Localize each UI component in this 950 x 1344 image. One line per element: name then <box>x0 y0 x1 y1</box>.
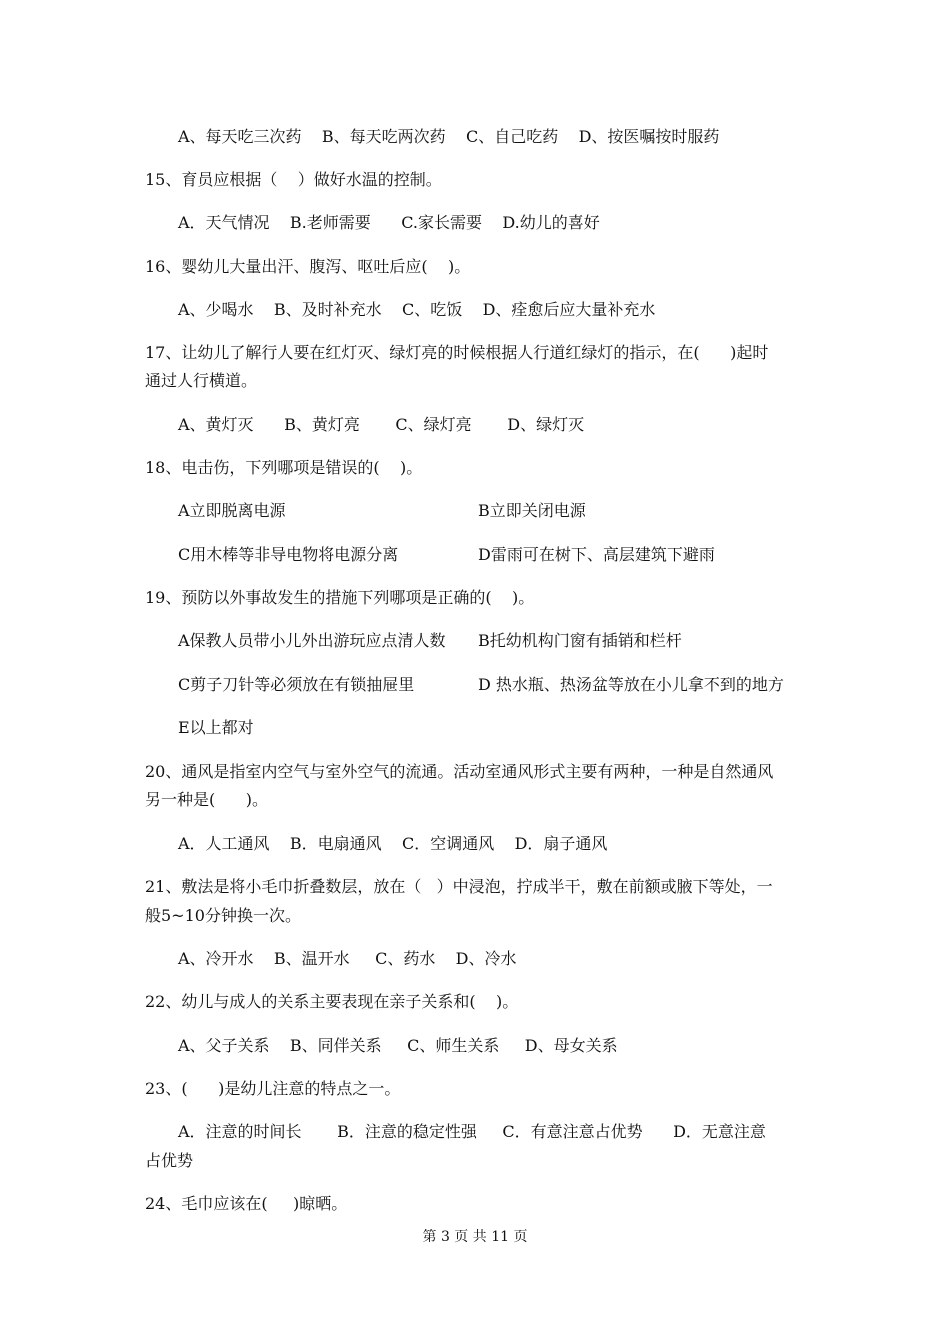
q16-options: A、少喝水 B、及时补充水 C、吃饭 D、痊愈后应大量补充水 <box>178 300 656 319</box>
q19-option-b: B托幼机构门窗有插销和栏杆 <box>478 631 682 650</box>
q17-stem-line2: 通过人行横道。 <box>145 371 258 390</box>
q19-stem: 19、预防以外事故发生的措施下列哪项是正确的( )。 <box>145 588 535 607</box>
q21-stem-line1: 21、敷法是将小毛巾折叠数层，放在（ ）中浸泡，拧成半干，敷在前额或腋下等处，一 <box>145 877 773 896</box>
q23-stem: 23、( )是幼儿注意的特点之一。 <box>145 1079 401 1098</box>
q19-option-d: D 热水瓶、热汤盆等放在小儿拿不到的地方 <box>478 675 784 694</box>
q20-stem-line1: 20、通风是指室内空气与室外空气的流通。活动室通风形式主要有两种，一种是自然通风 <box>145 762 774 781</box>
q15-options: A．天气情况 B.老师需要 C.家长需要 D.幼儿的喜好 <box>178 213 600 232</box>
q19-option-a: A保教人员带小儿外出游玩应点清人数 <box>178 631 446 650</box>
q22-stem: 22、幼儿与成人的关系主要表现在亲子关系和( )。 <box>145 992 519 1011</box>
q18-option-b: B立即关闭电源 <box>478 501 586 520</box>
q17-options: A、黄灯灭 B、黄灯亮 C、绿灯亮 D、绿灯灭 <box>178 415 585 434</box>
q18-option-a: A立即脱离电源 <box>178 501 286 520</box>
q17-stem-line1: 17、让幼儿了解行人要在红灯灭、绿灯亮的时候根据人行道红绿灯的指示，在( )起时 <box>145 343 769 362</box>
q20-options: A．人工通风 B．电扇通风 C．空调通风 D．扇子通风 <box>178 834 608 853</box>
q20-stem-line2: 另一种是( )。 <box>145 790 269 809</box>
q19-option-c: C剪子刀针等必须放在有锁抽屉里 <box>178 675 415 694</box>
q21-stem-line2: 般5~10分钟换一次。 <box>145 906 301 925</box>
q21-options: A、冷开水 B、温开水 C、药水 D、冷水 <box>178 949 517 968</box>
q15-stem: 15、育员应根据（ ）做好水温的控制。 <box>145 170 442 189</box>
q14-options: A、每天吃三次药 B、每天吃两次药 C、自己吃药 D、按医嘱按时服药 <box>178 127 720 146</box>
page-footer: 第 3 页 共 11 页 <box>422 1229 528 1245</box>
q18-option-c: C用木棒等非导电物将电源分离 <box>178 545 399 564</box>
q18-stem: 18、电击伤，下列哪项是错误的( )。 <box>145 458 423 477</box>
q19-option-e: E以上都对 <box>178 718 254 737</box>
q18-option-d: D雷雨可在树下、高层建筑下避雨 <box>478 545 715 564</box>
q23-options: A．注意的时间长 B．注意的稳定性强 C．有意注意占优势 D．无意注意 <box>178 1122 766 1141</box>
q16-stem: 16、婴幼儿大量出汗、腹泻、呕吐后应( )。 <box>145 257 471 276</box>
q24-stem: 24、毛巾应该在( )晾晒。 <box>145 1194 348 1213</box>
q23-options-wrap: 占优势 <box>145 1151 194 1170</box>
q22-options: A、父子关系 B、同伴关系 C、师生关系 D、母女关系 <box>178 1036 618 1055</box>
